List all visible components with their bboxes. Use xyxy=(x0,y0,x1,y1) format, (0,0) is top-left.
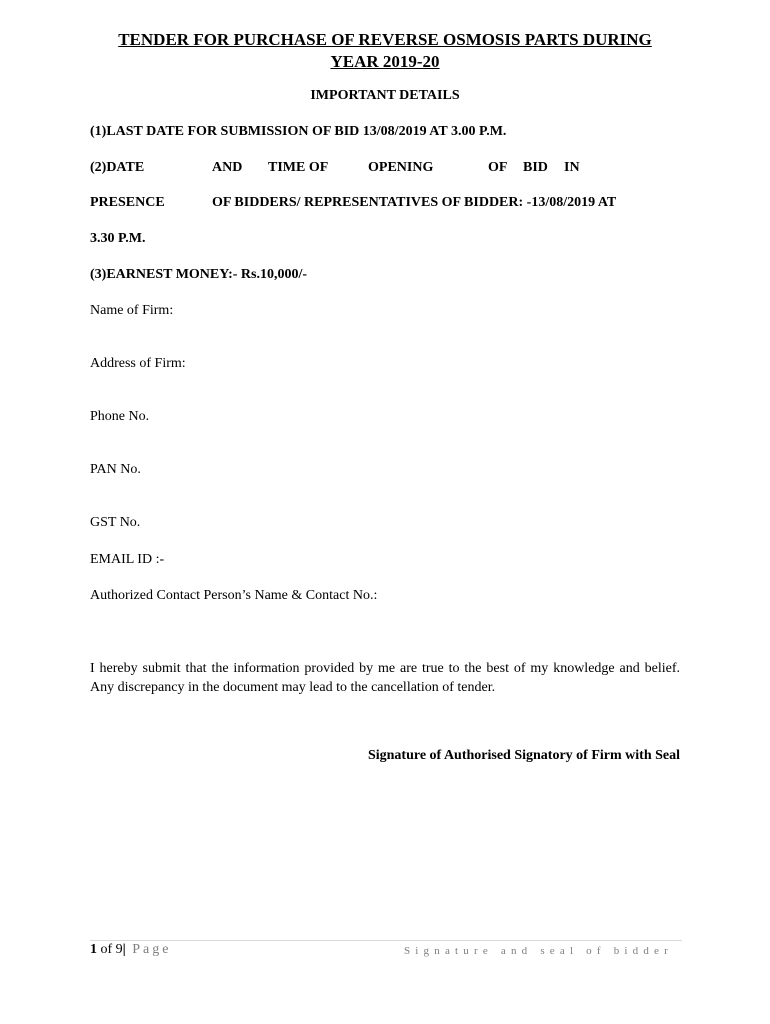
page-number: 1 xyxy=(90,942,97,957)
pan-field: PAN No. xyxy=(90,462,141,477)
title-line-2: YEAR 2019-20 xyxy=(330,52,440,71)
opening-date-word: (2)DATE xyxy=(90,160,145,175)
page-number-footer xyxy=(90,942,171,958)
email-field: EMAIL ID :- xyxy=(90,552,165,567)
important-details-heading: IMPORTANT DETAILS xyxy=(310,88,460,103)
signature-label: Signature of Authorised Signatory of Firm with Seal xyxy=(367,748,680,763)
opening-date-word: BID xyxy=(523,160,548,175)
opening-date-word: TIME OF xyxy=(268,160,329,175)
declaration-paragraph: I hereby submit that the information provided by me are true to the best of my knowledge and belief. Any discrepancy in the document may lead to the cancellation of tender. xyxy=(90,661,680,695)
last-date-item: (1)LAST DATE FOR SUBMISSION OF BID 13/08/2019 AT 3.00 P.M. xyxy=(90,124,507,139)
page-total: of 9 xyxy=(97,942,123,957)
phone-field: Phone No. xyxy=(90,409,150,424)
earnest-money-item: (3)EARNEST MONEY:- Rs.10,000/- xyxy=(90,267,308,282)
footer-signature-note: Signature and seal of bidder xyxy=(403,945,673,957)
title-line-1: TENDER FOR PURCHASE OF REVERSE OSMOSIS PARTS DURING xyxy=(118,30,652,49)
opening-date-word: IN xyxy=(564,160,580,175)
opening-date-word: AND xyxy=(212,160,243,175)
firm-name-field: Name of Firm: xyxy=(90,303,174,318)
footer-divider xyxy=(90,940,682,941)
opening-time-continued: 3.30 P.M. xyxy=(90,231,146,246)
opening-date-word: OPENING xyxy=(368,160,434,175)
page-word: Page xyxy=(125,942,172,957)
presence-label: PRESENCE xyxy=(90,195,165,210)
opening-date-word: OF xyxy=(488,160,508,175)
contact-person-field: Authorized Contact Person’s Name & Contact No.: xyxy=(90,588,378,603)
footer-separator: | xyxy=(122,942,126,957)
firm-address-field: Address of Firm: xyxy=(90,356,186,371)
gst-field: GST No. xyxy=(90,515,141,530)
presence-text: OF BIDDERS/ REPRESENTATIVES OF BIDDER: -13/08/2019 AT xyxy=(212,195,617,210)
